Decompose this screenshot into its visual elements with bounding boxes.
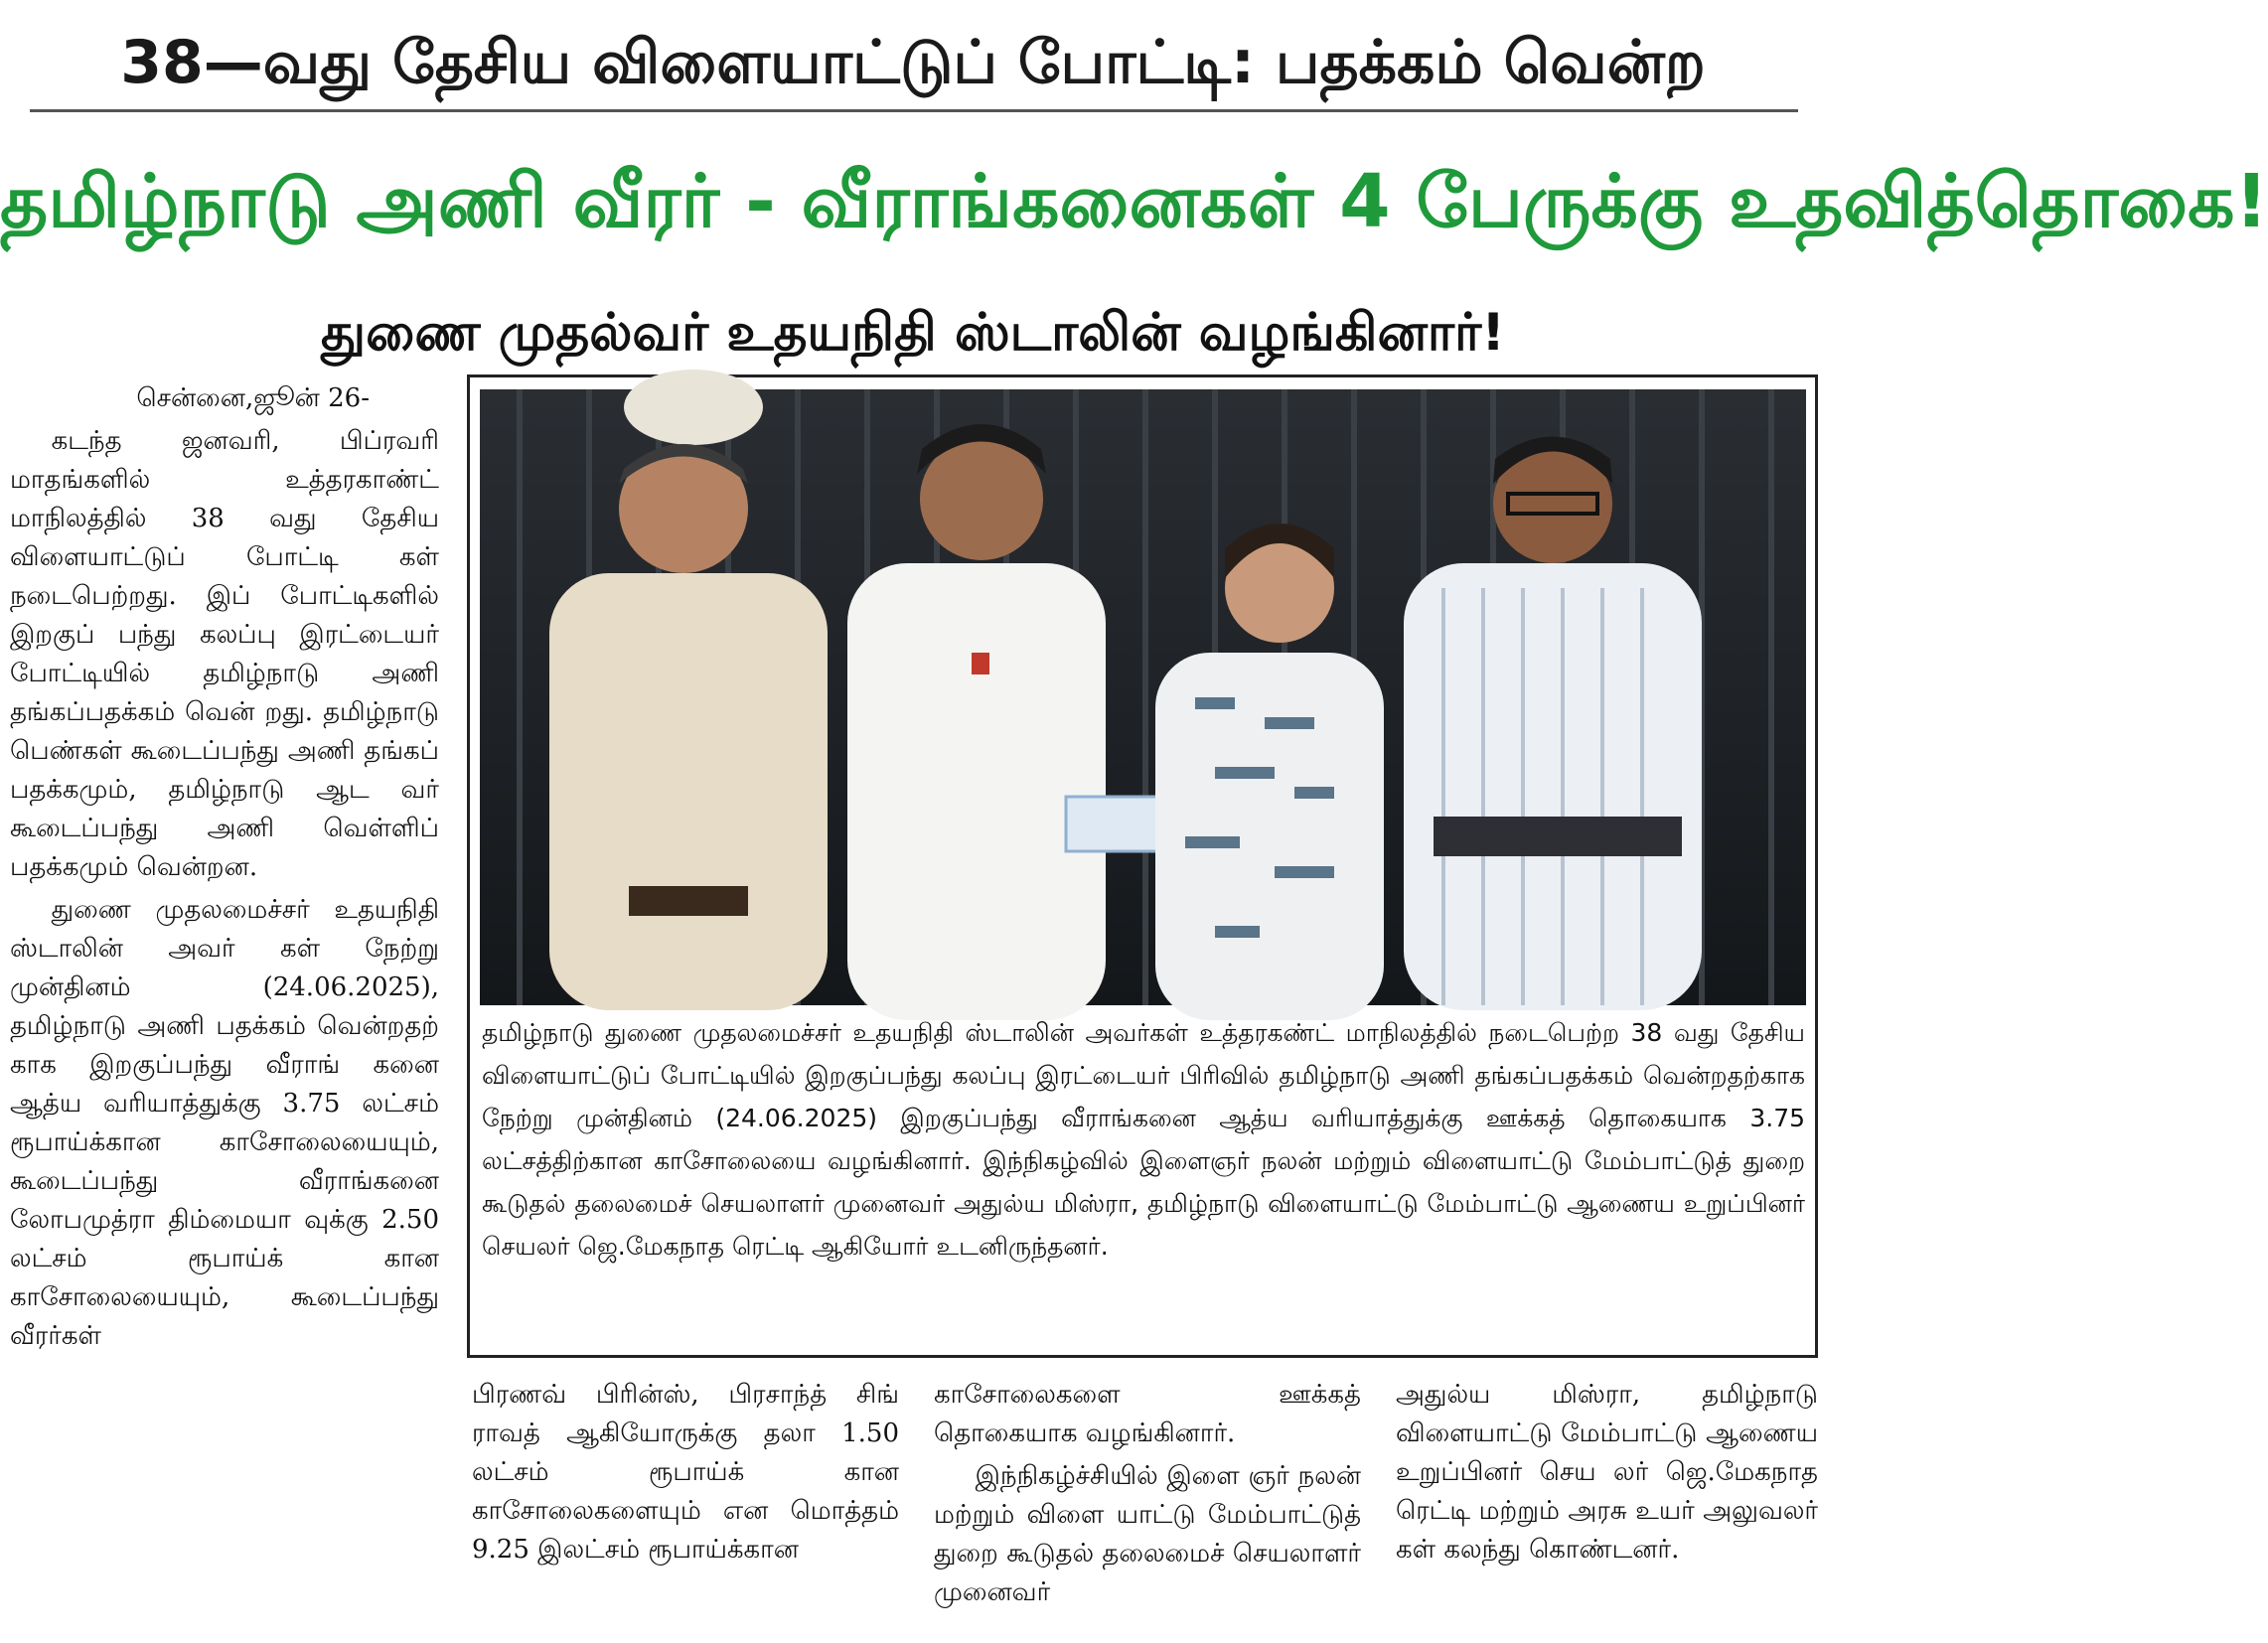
photo-box (467, 374, 1818, 1358)
sub-headline: துணை முதல்வர் உதயநிதி ஸ்டாலின் வழங்கினார்! (321, 303, 1505, 363)
body-paragraph: அதுல்ய மிஸ்ரா, தமிழ்நாடு விளையாட்டு மேம்பாட்டு ஆணைய உறுப்பினர் செய லர் ஜெ.மேகநாத ரெட்டி மற்றும் அரசு உயர் அலுவலர் கள் கலந்து கொண்டனர். (1396, 1380, 1818, 1565)
news-photo (480, 389, 1806, 1005)
body-paragraph: கடந்த ஜனவரி, பிப்ரவரி மாதங்களில் உத்தரகாண்ட் மாநிலத்தில் 38 வது தேசிய விளையாட்டுப் போட்டி கள் நடைபெற்றது. இப் போட்டிகளில் இறகுப் பந்து கலப்பு இரட்டையர் போட்டியில் தமிழ்நாடு அணி தங்கப்பதக்கம் வென் றது. தமிழ்நாடு பெண்கள் கூடைப்பந்து அணி தங்கப் பதக்கமும், தமிழ்நாடு ஆட வர் கூடைப்பந்து அணி வெள்ளிப் பதக்கமும் வென்றன. (10, 426, 439, 882)
article-column-b (934, 1376, 1361, 1634)
body-paragraph: காசோலைகளை ஊக்கத் தொகையாக வழங்கினார். (934, 1380, 1361, 1448)
body-paragraph: துணை முதலமைச்சர் உதயநிதி ஸ்டாலின் அவர் கள் நேற்று முன்தினம் (24.06.2025), தமிழ்நாடு அணி பதக்கம் வென்றதற் காக இறகுப்பந்து வீராங் கனை ஆத்ய வரியாத்துக்கு 3.75 லட்சம் ரூபாய்க்கான காசோலையையும், கூடைப்பந்து வீராங்கனை லோபமுத்ரா திம்மையா வுக்கு 2.50 லட்சம் ரூபாய்க் கான காசோலையையும், கூடைப்பந்து வீரர்கள் (10, 895, 439, 1351)
body-paragraph: பிரணவ் பிரின்ஸ், பிரசாந்த் சிங் ராவத் ஆகியோருக்கு தலா 1.50 லட்சம் ரூபாய்க் கான காசோலைகளையும் என மொத்தம் 9.25 இலட்சம் ரூபாய்க்கான (472, 1380, 899, 1565)
photo-illustration (480, 389, 1806, 1005)
main-headline: தமிழ்நாடு அணி வீரர் - வீராங்கனைகள் 4 பேருக்கு உதவித்தொகை! (0, 159, 2268, 244)
emblem-icon (624, 370, 763, 445)
dateline: சென்னை,ஜூன் 26- (136, 383, 370, 413)
article-column-left (10, 379, 439, 1633)
body-paragraph: இந்நிகழ்ச்சியில் இளை ஞர் நலன் மற்றும் விளை யாட்டு மேம்பாட்டுத் துறை கூடுதல் தலைமைச் செயலாளர் முனைவர் (934, 1461, 1361, 1607)
article-column-c (1396, 1376, 1818, 1634)
headline-divider (30, 109, 1798, 112)
kicker-headline: 38—வது தேசிய விளையாட்டுப் போட்டி: பதக்கம் வென்ற (120, 28, 1706, 97)
article-column-a (472, 1376, 899, 1634)
photo-caption: தமிழ்நாடு துணை முதலமைச்சர் உதயநிதி ஸ்டாலின் அவர்கள் உத்தரகண்ட் மாநிலத்தில் நடைபெற்ற 38 வது தேசிய விளையாட்டுப் போட்டியில் இறகுப்பந்து கலப்பு இரட்டையர் பிரிவில் தமிழ்நாடு அணி தங்கப்பதக்கம் வென்றதற்காக நேற்று முன்தினம் (24.06.2025) இறகுப்பந்து வீராங்கனை ஆத்ய வரியாத்துக்கு ஊக்கத் தொகையாக 3.75 லட்சத்திற்கான காசோலையை வழங்கினார். இந்நிகழ்வில் இளைஞர் நலன் மற்றும் விளையாட்டு மேம்பாட்டுத் துறை கூடுதல் தலைமைச் செயலாளர் முனைவர் அதுல்ய மிஸ்ரா, தமிழ்நாடு விளையாட்டு மேம்பாட்டு ஆணைய உறுப்பினர் செயலர் ஜெ.மேகநாத ரெட்டி ஆகியோர் உடனிருந்தனர். (482, 1018, 1805, 1261)
